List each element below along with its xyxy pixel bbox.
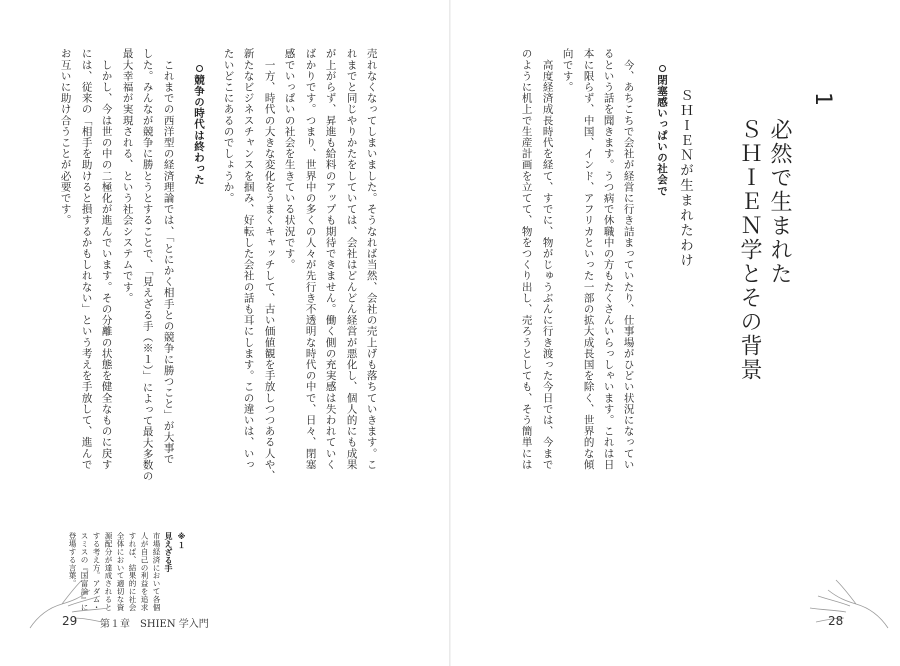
section-circle-icon: [196, 65, 203, 72]
body-line: 一方、時代の大きな変化をうまくキャッチして、古い価値観を手放しつつある人や、: [263, 48, 276, 481]
chapter-title-line1: 必然で生まれた: [767, 118, 792, 286]
chapter-title-line2: ＳＨＩＥＮ学とその背景: [737, 118, 762, 382]
footnote-line: 市場経済において各個: [152, 532, 161, 611]
section-circle-icon: [659, 65, 666, 72]
chapter-subtitle: ＳＨＩＥＮが生まれたわけ: [677, 88, 693, 268]
footnote-line: 登場する言葉。: [68, 532, 77, 588]
page-number-left: 29: [62, 614, 78, 628]
body-line: した。みんなが競争に勝とうとすることで、「見えざる手（※１）」によって最大多数の: [141, 48, 154, 482]
footnote-line: する考え方。アダム・: [92, 532, 101, 611]
running-head: 第１章 SHIEN 学入門: [100, 619, 209, 630]
hand-illustration-right: [800, 572, 890, 632]
footnote-mark: ※１: [177, 532, 186, 549]
body-line: るという話を聞きます。うつ病で休職中の方もたくさんいらっしゃいます。これは日: [602, 48, 615, 470]
section-heading-2: [180, 48, 219, 185]
body-line: 感でいっぱいの社会を生きている状況です。: [283, 48, 296, 270]
chapter-number: 1: [810, 92, 835, 106]
body-line: 最大幸福が実現される、という社会システムです。: [121, 48, 134, 304]
body-line: が上がらず、昇進も給料のアップも期待できません。働く側の充実感は失われていく: [324, 48, 337, 470]
body-line: のように机上で生産計画を立てて、物をつくり出し、売ろうとしても、そう簡単には: [520, 48, 533, 470]
body-line: たいどこにあるのでしょうか。: [222, 48, 235, 204]
body-line: お互いに助け合うことが必要です。: [59, 48, 72, 226]
body-line: 高度経済成長時代を経て、すでに、物がじゅうぶんに行き渡った今日では、今まで: [541, 48, 554, 470]
section-heading-1-text: 閉塞感いっぱいの社会で: [656, 74, 668, 197]
footnote-title: 見えざる手: [164, 532, 173, 572]
footnote-line: 全体において適切な資: [116, 532, 125, 611]
body-line: ばかりです。つまり、世界中の多くの人々が先行き不透明な時代の中で、日々、閉塞: [304, 48, 317, 470]
page-number-right: 28: [828, 614, 844, 628]
body-line: 今、あちこちで会社が経営に行き詰まっていたり、仕事場がひどい状況になってい: [622, 48, 635, 470]
body-line: 本に限らず、中国、インド、アフリカといった一部の拡大成長国を除く、世界的な傾: [582, 48, 595, 470]
body-line: には、従来の「相手を助けると損するかもしれない」という考えを手放して、進んで: [80, 48, 93, 470]
body-line: 売れなくなってしまいました。そうなれば当然、会社の売上げも落ちていきます。こ: [365, 48, 378, 470]
section-heading-2-text: 競争の時代は終わった: [193, 74, 205, 186]
footnote-line: 人が自己の利益を追求: [140, 532, 149, 611]
body-line: 向です。: [561, 48, 574, 93]
body-line: れまでと同じやりかたをしていては、会社はどんどん経営が悪化し、個人的にも成果: [345, 48, 358, 470]
body-line: 新たなビジネスチャンスを掴み、好転した会社の話も耳にします。この違いは、いっ: [242, 48, 255, 470]
page-gutter: [449, 0, 451, 666]
footnote-line: 源配分が達成されると: [104, 532, 113, 611]
body-line: これまでの西洋型の経済理論では、「とにかく相手との競争に勝つこと」が大事で: [162, 48, 175, 465]
body-line: しかし、今は世の中の二極化が進んでいます。その分離の状態を健全なものに戻す: [100, 48, 113, 470]
footnote-line: すれば、結果的に社会: [128, 532, 137, 611]
footnote-line: スミスの『国富論』に: [80, 532, 89, 611]
section-heading-1: [643, 48, 682, 196]
